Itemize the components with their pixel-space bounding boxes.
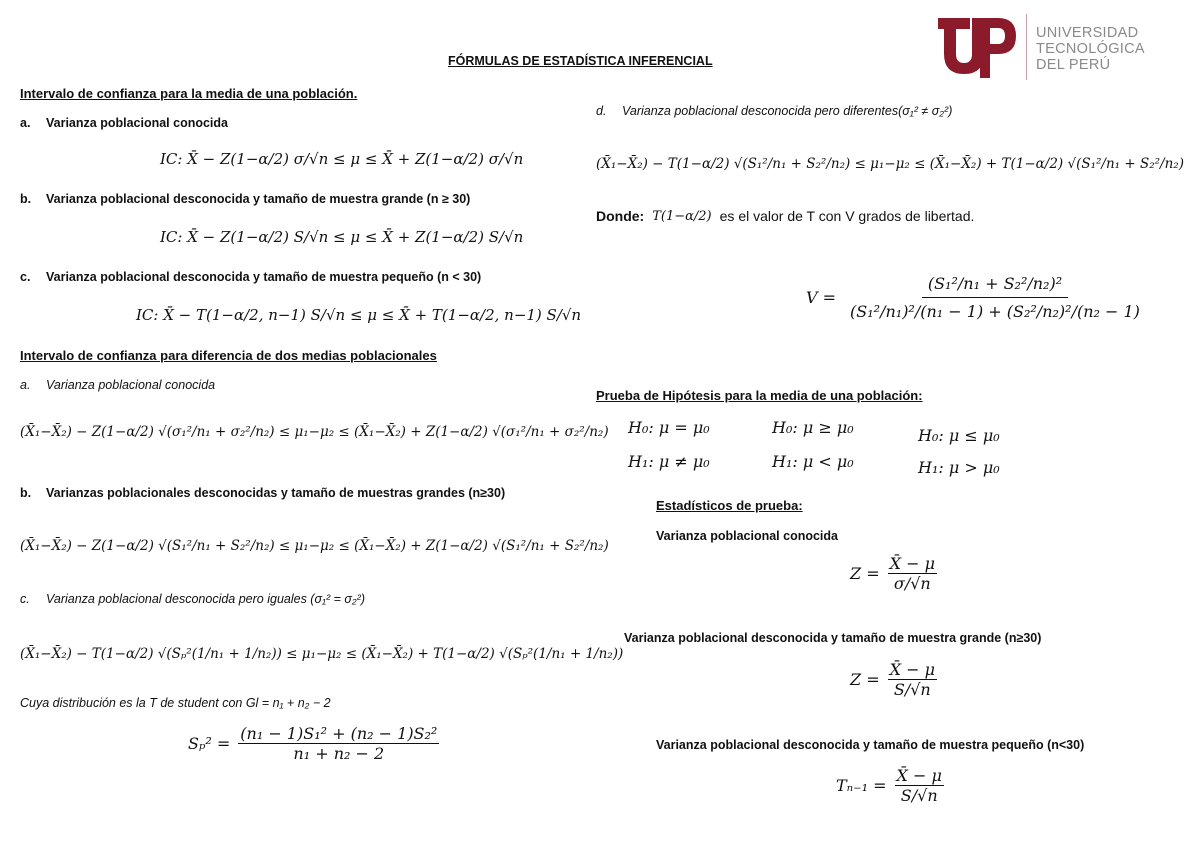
formula-ci-known-variance: IC: X̄ − Z(1−α/2) σ/√n ≤ μ ≤ X̄ + Z(1−α/2) σ/√n xyxy=(160,150,524,168)
pooled-variance-denominator: n₁ + n₂ − 2 xyxy=(293,744,385,763)
formula-pooled-variance xyxy=(188,724,441,763)
item-a-marker: a. xyxy=(20,116,31,130)
welch-df-numerator: (S₁²/n₁ + S₂²/n₂)² xyxy=(922,270,1068,298)
distribution-note: Cuya distribución es la T de student con Gl = n₁ + n₂ − 2 xyxy=(20,696,331,710)
formula-z-known-variance xyxy=(850,554,939,593)
pooled-variance-fraction xyxy=(238,724,439,763)
hypothesis-right-tailed-h0: H₀: μ ≤ μ₀ xyxy=(918,426,1000,445)
donde-line xyxy=(596,208,974,224)
item-a2-marker: a. xyxy=(20,378,31,392)
item-b2-marker: b. xyxy=(20,486,32,500)
statistic-large-sample-label: Varianza poblacional desconocida y tamaño de muestra grande (n≥30) xyxy=(624,631,1042,645)
donde-label: Donde: xyxy=(596,208,645,224)
z-known-denominator: σ/√n xyxy=(893,574,931,593)
z-large-denominator: S/√n xyxy=(893,680,931,699)
logo-line-3: DEL PERÚ xyxy=(1036,57,1111,73)
z-large-fraction xyxy=(888,660,937,699)
z-known-fraction xyxy=(888,554,937,593)
formula-diff-equal-variances: (X̄₁−X̄₂) − T(1−α/2) √(Sₚ²(1/n₁ + 1/n₂)) ≤ μ₁−μ₂ ≤ (X̄₁−X̄₂) + T(1−α/2) √(Sₚ²(1/n₁ + 1/n₂)) xyxy=(20,646,624,662)
welch-df-denominator: (S₁²/n₁)²/(n₁ − 1) + (S₂²/n₂)²/(n₂ − 1) xyxy=(850,302,1140,321)
item-c-marker: c. xyxy=(20,270,31,284)
item-d-marker: d. xyxy=(596,104,607,118)
logo-line-2: TECNOLÓGICA xyxy=(1036,41,1145,57)
statistic-small-sample-label: Varianza poblacional desconocida y tamaño de muestra pequeño (n<30) xyxy=(656,738,1085,752)
z-large-lhs: Z = xyxy=(850,670,880,689)
logo-divider xyxy=(1026,14,1027,80)
utp-logo-mark xyxy=(938,14,1018,78)
item-c-label: Varianza poblacional desconocida y tamaño de muestra pequeño (n < 30) xyxy=(46,270,482,284)
hypothesis-left-tailed-h0: H₀: μ ≥ μ₀ xyxy=(772,418,854,437)
section-heading-two-means: Intervalo de confianza para diferencia de dos medias poblacionales xyxy=(20,348,437,363)
z-known-numerator: X̄ − μ xyxy=(889,554,935,573)
formula-ci-small-sample: IC: X̄ − T(1−α/2, n−1) S/√n ≤ μ ≤ X̄ + T(1−α/2, n−1) S/√n xyxy=(136,306,582,324)
hypothesis-left-tailed-h1: H₁: μ < μ₀ xyxy=(772,452,854,471)
formula-ci-large-sample: IC: X̄ − Z(1−α/2) S/√n ≤ μ ≤ X̄ + Z(1−α/2) S/√n xyxy=(160,228,524,246)
page-title: FÓRMULAS DE ESTADÍSTICA INFERENCIAL xyxy=(448,54,713,68)
item-a2-label: Varianza poblacional conocida xyxy=(46,378,216,392)
item-c2-marker: c. xyxy=(20,592,30,606)
t-small-fraction xyxy=(895,766,944,805)
welch-df-fraction xyxy=(844,270,1146,325)
item-b-marker: b. xyxy=(20,192,32,206)
z-large-numerator: X̄ − μ xyxy=(889,660,935,679)
donde-symbol: T(1−α/2) xyxy=(652,208,712,224)
item-c2-label: Varianza poblacional desconocida pero iguales (σ₁² = σ₂²) xyxy=(46,592,365,606)
pooled-variance-lhs: Sₚ² = xyxy=(188,734,231,753)
donde-text: es el valor de T con V grados de libertad. xyxy=(719,208,975,224)
formula-z-large-sample xyxy=(850,660,939,699)
formula-t-small-sample xyxy=(836,766,946,805)
item-b2-label: Varianzas poblacionales desconocidas y tamaño de muestras grandes (n≥30) xyxy=(46,486,506,500)
formula-diff-unequal-variances: (X̄₁−X̄₂) − T(1−α/2) √(S₁²/n₁ + S₂²/n₂) ≤ μ₁−μ₂ ≤ (X̄₁−X̄₂) + T(1−α/2) √(S₁²/n₁ + S₂²/n₂) xyxy=(596,156,1184,172)
t-small-denominator: S/√n xyxy=(900,786,938,805)
item-d-label: Varianza poblacional desconocida pero diferentes(σ₁² ≠ σ₂²) xyxy=(622,104,953,118)
z-known-lhs: Z = xyxy=(850,564,880,583)
formula-welch-df xyxy=(806,270,1148,325)
item-b-label: Varianza poblacional desconocida y tamaño de muestra grande (n ≥ 30) xyxy=(46,192,471,206)
hypothesis-two-tailed-h0: H₀: μ = μ₀ xyxy=(628,418,710,437)
statistic-known-variance-label: Varianza poblacional conocida xyxy=(656,529,838,543)
formula-diff-large-samples: (X̄₁−X̄₂) − Z(1−α/2) √(S₁²/n₁ + S₂²/n₂) ≤ μ₁−μ₂ ≤ (X̄₁−X̄₂) + Z(1−α/2) √(S₁²/n₁ + S₂²/n₂) xyxy=(20,538,609,554)
section-heading-test-statistics: Estadísticos de prueba: xyxy=(656,498,803,513)
formula-diff-known-variance: (X̄₁−X̄₂) − Z(1−α/2) √(σ₁²/n₁ + σ₂²/n₂) ≤ μ₁−μ₂ ≤ (X̄₁−X̄₂) + Z(1−α/2) √(σ₁²/n₁ + σ₂²/n₂) xyxy=(20,424,609,440)
t-small-lhs: Tₙ₋₁ = xyxy=(836,776,887,795)
logo-line-1: UNIVERSIDAD xyxy=(1036,25,1139,41)
hypothesis-right-tailed-h1: H₁: μ > μ₀ xyxy=(918,458,1000,477)
hypothesis-two-tailed-h1: H₁: μ ≠ μ₀ xyxy=(628,452,710,471)
welch-df-lhs: V = xyxy=(806,288,837,307)
t-small-numerator: X̄ − μ xyxy=(896,766,942,785)
section-heading-hypothesis-test: Prueba de Hipótesis para la media de una población: xyxy=(596,388,923,403)
section-heading-one-population: Intervalo de confianza para la media de una población. xyxy=(20,86,358,101)
pooled-variance-numerator: (n₁ − 1)S₁² + (n₂ − 1)S₂² xyxy=(240,724,438,743)
item-a-label: Varianza poblacional conocida xyxy=(46,116,228,130)
